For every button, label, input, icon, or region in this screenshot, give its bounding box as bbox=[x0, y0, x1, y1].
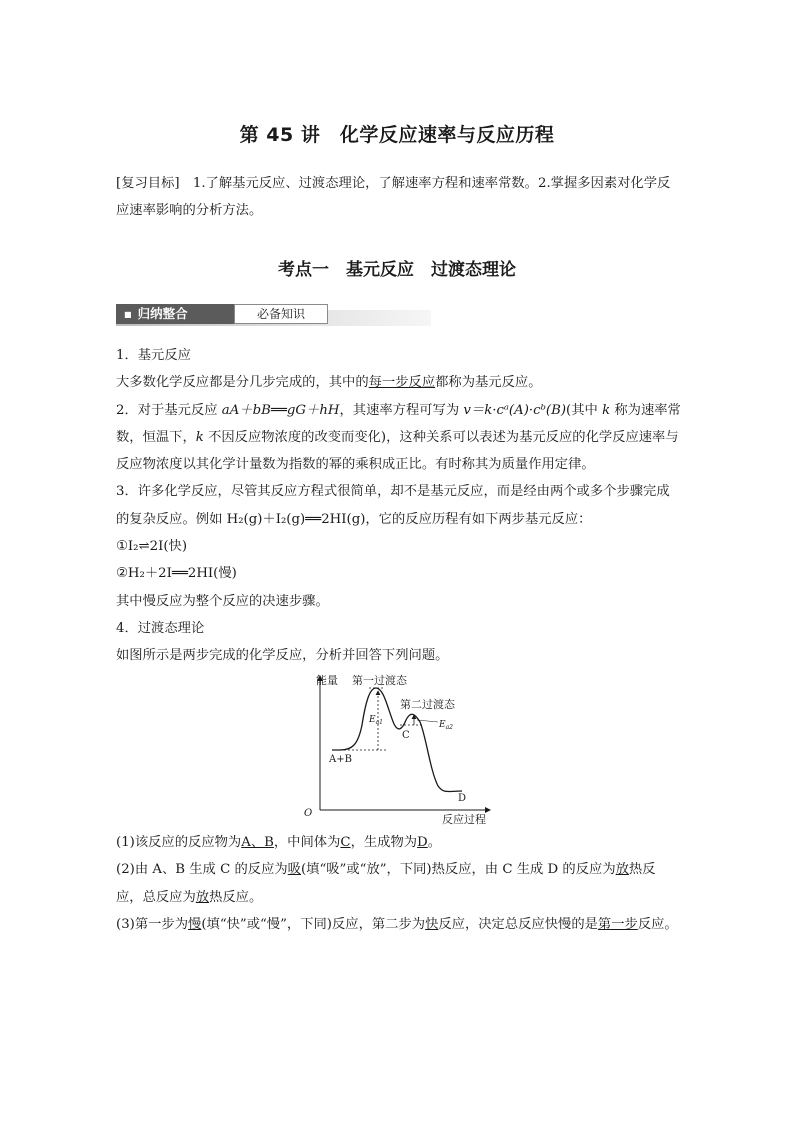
paragraph-3-end: 其中慢反应为整个反应的决速步骤。 bbox=[116, 593, 329, 609]
page-title: 第 45 讲 化学反应速率与反应历程 bbox=[239, 124, 555, 146]
q3-text-b: (填“快”或“慢”，下同)反应，第二步为 bbox=[201, 916, 426, 932]
q1-intermediate: C bbox=[340, 835, 351, 850]
q2-answer-y: 放 bbox=[615, 862, 629, 878]
energy-diagram bbox=[296, 670, 496, 830]
q2-answer-x: 吸 bbox=[287, 862, 301, 878]
answer-2 bbox=[116, 856, 681, 911]
p2-text-e: 不因反应物浓度的改变而变化)，这种关系可以表述为基元反应的化学反应速率与反应物浓度以其化学计量数为指数的幂的乘积成正比。有时称其为质量作用定律。 bbox=[116, 429, 679, 473]
p2-equation: aA＋bB══gG＋hH bbox=[221, 402, 340, 418]
paragraph-3-step-2: ②H₂＋2I══2HI(慢) bbox=[116, 566, 237, 582]
q1-text-a: (1)该反应的反应物为 bbox=[116, 835, 242, 850]
p1-underlined: 每一步反应 bbox=[368, 375, 436, 391]
paragraph-1-heading: 1．基元反应 bbox=[116, 348, 191, 363]
q2-text-a: (2)由 A、B 生成 C 的反应为 bbox=[116, 862, 288, 878]
origin-label: O bbox=[304, 808, 313, 819]
ea1-label bbox=[368, 715, 383, 726]
section-title: 考点一 基元反应 过渡态理论 bbox=[278, 260, 516, 280]
y-axis-label: 能量 bbox=[316, 674, 338, 687]
q2-text-c: 热反应，总反应为 bbox=[116, 862, 656, 905]
p2-text-d: 称为速率常数，恒温下， bbox=[116, 402, 681, 445]
intermediate-label: C bbox=[402, 730, 410, 741]
q3-text-a: (3)第一步为 bbox=[116, 916, 189, 932]
banner-light-label: 必备知识 bbox=[234, 304, 328, 324]
ea2-letter: E bbox=[439, 720, 446, 730]
q1-text-c: ，生成物为 bbox=[350, 835, 418, 850]
paragraph-4: 如图所示是两步完成的化学反应，分析并回答下列问题。 bbox=[116, 648, 449, 664]
banner-dark-text: 归纳整合 bbox=[137, 306, 188, 321]
review-tag: [复习目标] bbox=[116, 176, 180, 191]
paragraph-3-step-1: ①I₂⇌2I(快) bbox=[116, 539, 188, 555]
q3-answer-y: 快 bbox=[425, 916, 439, 932]
q1-text-d: 。 bbox=[427, 835, 442, 850]
q3-text-d: 反应。 bbox=[637, 916, 678, 932]
review-text: 1.了解基元反应、过渡态理论，了解速率方程和速率常数。2.掌握多因素对化学反应速率影响的分析方法。 bbox=[116, 176, 671, 218]
answer-3 bbox=[116, 911, 681, 938]
q1-reactants: A、B bbox=[241, 835, 274, 850]
q2-text-d: 热反应。 bbox=[209, 889, 263, 905]
paragraph-4-heading: 4．过渡态理论 bbox=[116, 620, 205, 636]
p2-rate-equation: v＝k·cᵃ(A)·cᵇ(B) bbox=[463, 402, 567, 418]
ts1-label: 第一过渡态 bbox=[352, 674, 407, 687]
q1-text-b: ，中间体为 bbox=[273, 835, 341, 850]
q2-text-b: (填“吸”或“放”，下同)热反应，由 C 生成 D 的反应为 bbox=[300, 862, 616, 878]
q3-answer-z: 第一步 bbox=[597, 916, 638, 932]
energy-diagram-svg bbox=[296, 670, 496, 830]
q3-answer-x: 慢 bbox=[188, 916, 202, 932]
answer-1 bbox=[116, 829, 681, 856]
p2-k: k bbox=[602, 402, 611, 418]
review-objectives bbox=[116, 170, 681, 224]
product-label: D bbox=[458, 793, 467, 804]
reactant-label: A+B bbox=[329, 754, 352, 765]
ea2-label bbox=[438, 720, 453, 731]
q1-product: D bbox=[417, 835, 428, 850]
q3-text-c: 反应，决定总反应快慢的是 bbox=[438, 916, 598, 932]
square-icon: ■ bbox=[124, 310, 132, 319]
p2-text-a: 2．对于基元反应 bbox=[116, 402, 222, 418]
p2-text-c: (其中 bbox=[566, 402, 603, 418]
section-banner bbox=[116, 304, 431, 328]
ea1-letter: E bbox=[369, 715, 376, 725]
x-axis-label: 反应过程 bbox=[442, 813, 486, 826]
p2-k2: k bbox=[195, 429, 204, 445]
paragraph-1 bbox=[116, 369, 681, 396]
p1-text-b: 都称为基元反应。 bbox=[435, 375, 542, 391]
knowledge-content bbox=[116, 342, 681, 670]
p2-text-b: ，其速率方程可写为 bbox=[339, 402, 464, 418]
ea1-subscript: a1 bbox=[375, 719, 383, 726]
ea2-subscript: a2 bbox=[445, 724, 453, 731]
paragraph-2 bbox=[116, 397, 681, 479]
ts2-label: 第二过渡态 bbox=[400, 698, 455, 711]
q2-answer-z: 放 bbox=[195, 889, 210, 905]
p1-text-a: 大多数化学反应都是分几步完成的，其中的 bbox=[116, 375, 369, 391]
banner-dark-label bbox=[116, 304, 234, 324]
answers bbox=[116, 829, 681, 938]
paragraph-3: 3．许多化学反应，尽管其反应方程式很简单，却不是基元反应，而是经由两个或多个步骤完成的复杂反应。例如 H₂(g)＋I₂(g)══2HI(g)，它的反应历程有如下两步基元反应： bbox=[116, 484, 670, 527]
